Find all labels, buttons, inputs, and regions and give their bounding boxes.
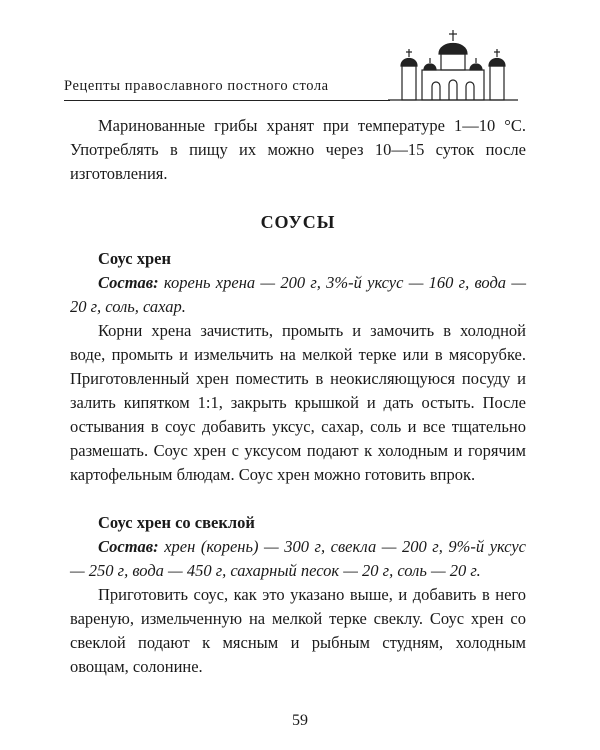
- ingredients-label: Состав:: [98, 273, 159, 292]
- recipe-title: Соус хрен: [98, 249, 171, 268]
- intro-paragraph: Маринованные грибы хранят при температуре 1—10 °С. Употреблять в пищу их можно через 10—15 суток после изготовления.: [70, 116, 526, 183]
- recipe-ingredients: [70, 535, 526, 583]
- header-rule: [64, 100, 390, 101]
- ingredients-label: Состав:: [98, 537, 159, 556]
- recipe-horseradish: [70, 247, 526, 487]
- running-title: Рецепты православного постного стола: [64, 78, 329, 94]
- ingredients-text: корень хрена — 200 г, 3%-й уксус — 160 г, вода — 20 г, соль, сахар.: [70, 273, 526, 316]
- recipe-title: Соус хрен со свеклой: [98, 513, 255, 532]
- recipe-instructions: Приготовить соус, как это указано выше, и добавить в него вареную, измельченную на мелкой терке свеклу. Соус хрен со свеклой подают к мясным и рыбным студням, холодным овощам, солонине.: [70, 585, 526, 676]
- recipe-ingredients: [70, 271, 526, 319]
- ingredients-text: хрен (корень) — 300 г, свекла — 200 г, 9%-й уксус — 250 г, вода — 450 г, сахарный песок — 20 г, соль — 20 г.: [70, 537, 526, 580]
- running-header: [64, 26, 518, 104]
- cathedral-icon: [388, 26, 518, 104]
- section-title: СОУСЫ: [260, 212, 336, 232]
- spacer: [70, 487, 526, 511]
- recipe-instructions: Корни хрена зачистить, промыть и замочить в холодной воде, промыть и измельчить на мелкой терке или в мясорубке. Приготовленный хрен поместить в неокисляющуюся посуду и залить кипятком 1:1, закрыть крышкой и дать остыть. После остывания в соус добавить уксус, сахар, соль и все тщательно размешать. Соус хрен с уксусом подают к холодным и горячим картофельным блюдам. Соус хрен можно готовить впрок.: [70, 321, 526, 484]
- recipe-horseradish-beet: [70, 511, 526, 679]
- page-number: 59: [292, 712, 308, 729]
- page-body: [70, 114, 526, 679]
